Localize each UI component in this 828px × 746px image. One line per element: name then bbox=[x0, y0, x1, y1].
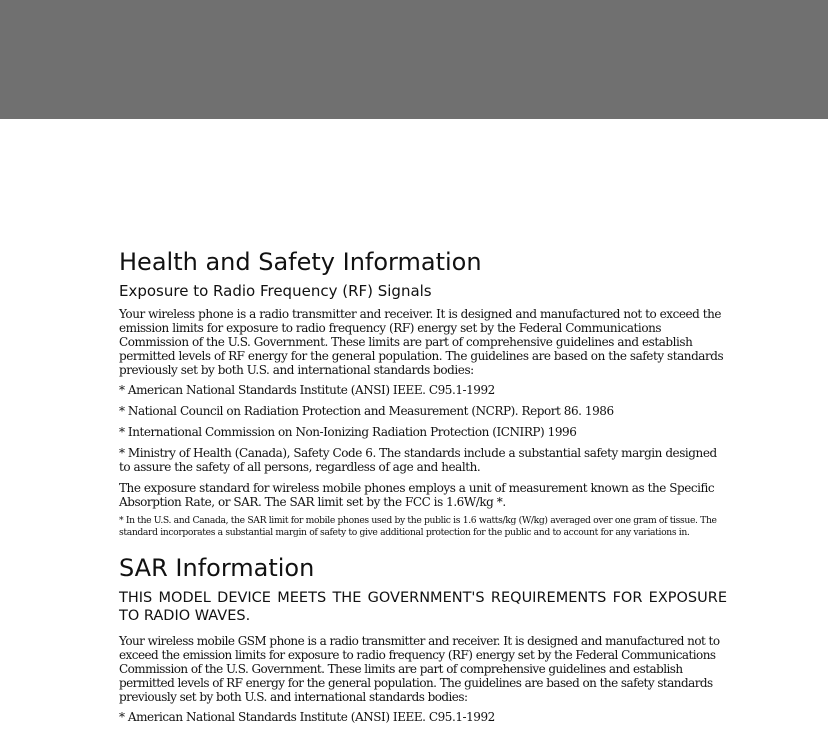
sar-limit-footnote: * In the U.S. and Canada, the SAR limit for mobile phones used by the public is 1.6 watts/kg (W/kg) averaged over one gram of tissue. The standard incorporates a substantial margin of safety to give additional protection for the public and to account for any variations in. bbox=[119, 515, 717, 538]
health-safety-title: Health and Safety Information bbox=[119, 248, 482, 276]
standard-item-ncrp: * National Council on Radiation Protection and Measurement (NCRP). Report 86. 1986 bbox=[119, 404, 614, 418]
document-content bbox=[119, 247, 727, 731]
rf-intro-paragraph: Your wireless phone is a radio transmitter and receiver. It is designed and manufactured not to exceed the emission limits for exposure to radio frequency (RF) energy set by the Federal Communications Commission of the U.S. Government. These limits are part of comprehensive guidelines and establish permitted levels of RF energy for the general population. The guidelines are based on the safety standards previously set by both U.S. and international standards bodies: bbox=[119, 307, 724, 377]
standard-item-ansi: * American National Standards Institute (ANSI) IEEE. C95.1-1992 bbox=[119, 383, 495, 397]
sar-info-title: SAR Information bbox=[119, 554, 315, 582]
rf-exposure-subtitle: Exposure to Radio Frequency (RF) Signals bbox=[119, 282, 432, 300]
standard-item-health-canada: * Ministry of Health (Canada), Safety Code 6. The standards include a substantial safety margin designed to assure the safety of all persons, regardless of age and health. bbox=[119, 446, 717, 474]
sar-intro-paragraph: Your wireless mobile GSM phone is a radio transmitter and receiver. It is designed and manufactured not to exceed the emission limits for exposure to radio frequency (RF) energy set by the Federal Communications Commission of the U.S. Government. These limits are part of comprehensive guidelines and establish permitted levels of RF energy for the general population. The guidelines are based on the safety standards previously set by both U.S. and international standards bodies: bbox=[119, 634, 720, 704]
header-band bbox=[0, 0, 828, 119]
sar-exposure-paragraph: The exposure standard for wireless mobile phones employs a unit of measurement known as the Specific Absorption Rate, or SAR. The SAR limit set by the FCC is 1.6W/kg *. bbox=[119, 481, 715, 509]
sar-compliance-subtitle: THIS MODEL DEVICE MEETS THE GOVERNMENT'S REQUIREMENTS FOR EXPOSURE TO RADIO WAVES. bbox=[119, 590, 727, 624]
standard-item-icnirp: * International Commission on Non-Ionizing Radiation Protection (ICNIRP) 1996 bbox=[119, 425, 577, 439]
sar-standard-item-ansi: * American National Standards Institute (ANSI) IEEE. C95.1-1992 bbox=[119, 710, 495, 724]
